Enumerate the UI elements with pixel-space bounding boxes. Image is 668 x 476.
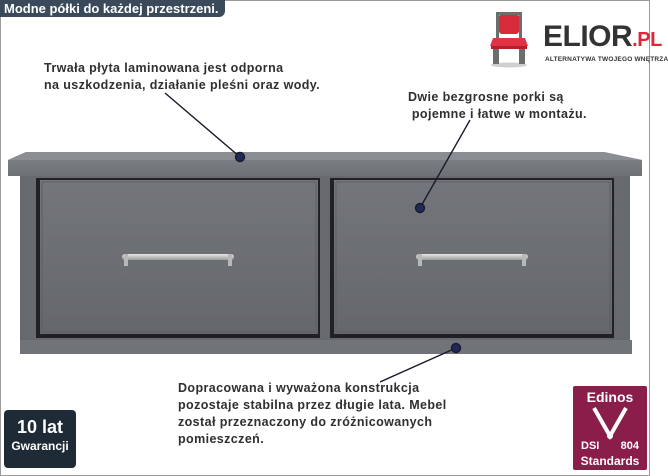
callout-laminate [44, 60, 320, 94]
callout-line: pomieszczeń. [178, 432, 265, 446]
callout-line: pozostaje stabilna przez długie lata. Mebel [178, 398, 447, 412]
callout-line: został przeznaczony do zróżnicowanych [178, 415, 433, 429]
callout-line: Trwała płyta laminowana jest odporna [44, 61, 284, 75]
callout-construction [178, 380, 447, 448]
edinos-dsi: DSI [581, 440, 600, 452]
warranty-label: Gwarancji [11, 439, 69, 453]
brand-name: ELIOR.PL [543, 20, 662, 53]
edinos-standards: Standards [580, 454, 640, 468]
shelf-top [8, 152, 642, 176]
edinos-name: Edinos [586, 389, 634, 405]
page-title: Modne półki do każdej przestrzeni. [0, 0, 225, 17]
brand-tagline: ALTERNATYWA TWOJEGO WNĘTRZA [545, 56, 668, 63]
shelf-base [20, 340, 632, 354]
edinos-badge [573, 386, 647, 470]
callout-line: na uszkodzenia, działanie pleśni oraz wody. [44, 78, 321, 92]
edinos-emblem-icon [590, 406, 630, 440]
brand-tld: .PL [632, 29, 662, 51]
warranty-badge [4, 410, 76, 468]
drawer-left [36, 178, 320, 338]
callout-line: Dwie bezgrosne porki są [408, 90, 564, 104]
warranty-years: 10 lat [16, 417, 64, 437]
edinos-number: 804 [620, 440, 639, 452]
callout-line: Dopracowana i wyważona konstrukcja [178, 381, 420, 395]
callout-line: pojemne i łatwe w montażu. [408, 107, 587, 121]
drawer-right [330, 178, 614, 338]
callout-drawers [408, 89, 587, 123]
